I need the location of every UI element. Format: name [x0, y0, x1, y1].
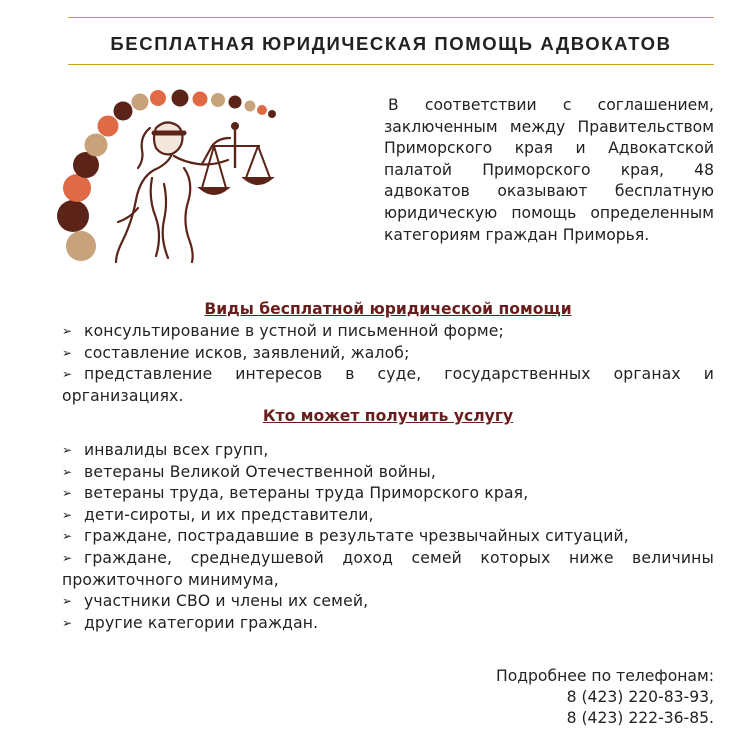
phone-number: 8 (423) 222-36-85.: [566, 709, 714, 727]
list-item: ➢ консультирование в устной и письменной форме;: [62, 321, 714, 343]
page-title: БЕСПЛАТНАЯ ЮРИДИЧЕСКАЯ ПОМОЩЬ АДВОКАТОВ: [110, 33, 672, 54]
list-item: ➢ ветераны труда, ветераны труда Приморского края,: [62, 483, 714, 505]
contact-block: [496, 666, 714, 729]
top-rule: [68, 17, 714, 18]
list-item: ➢ составление исков, заявлений, жалоб;: [62, 343, 714, 365]
list-item: ➢ другие категории граждан.: [62, 613, 714, 635]
list-item: ➢ граждане, среднедушевой доход семей которых ниже величины прожиточного минимума,: [62, 548, 714, 589]
arrow-bullet-icon: ➢: [62, 615, 73, 630]
list-item: ➢ дети-сироты, и их представители,: [62, 505, 714, 527]
services-list: [62, 321, 714, 407]
arrow-bullet-icon: ➢: [62, 324, 73, 338]
eligibility-list: [62, 440, 714, 634]
arrow-bullet-icon: ➢: [62, 529, 73, 544]
scales: [200, 123, 272, 194]
list-item: ➢ участники СВО и члены их семей,: [62, 591, 714, 613]
list-item: ➢ граждане, пострадавшие в результате чрезвычайных ситуаций,: [62, 526, 714, 548]
phone-number: 8 (423) 220-83-93,: [566, 688, 714, 706]
arrow-bullet-icon: ➢: [62, 594, 73, 609]
section-heading-eligibility: Кто может получить услугу: [262, 407, 514, 425]
list-item: ➢ представление интересов в суде, государственных органах и организациях.: [62, 365, 714, 405]
arrow-bullet-icon: ➢: [62, 507, 73, 522]
arrow-bullet-icon: ➢: [62, 345, 73, 360]
intro-paragraph: В соответствии с соглашением, заключенным между Правительством Приморского края и Адвокатской палатой Приморского края, 48 адвокатов оказывают бесплатную юридическую помощь определенным категориям граждан Приморья.: [384, 96, 714, 244]
contact-label: Подробнее по телефонам:: [495, 667, 714, 685]
title-underline: [68, 64, 714, 65]
arrow-bullet-icon: ➢: [62, 443, 73, 457]
list-item: ➢ ветераны Великой Отечественной войны,: [62, 462, 714, 484]
themis-justice-scales-icon: [52, 88, 312, 264]
list-item: ➢ инвалиды всех групп,: [62, 440, 714, 462]
section-heading-services: Виды бесплатной юридической помощи: [204, 300, 572, 318]
dot-arc: [57, 90, 276, 262]
arrow-bullet-icon: ➢: [62, 550, 73, 565]
arrow-bullet-icon: ➢: [62, 464, 73, 479]
arrow-bullet-icon: ➢: [62, 367, 73, 382]
arrow-bullet-icon: ➢: [62, 486, 73, 501]
